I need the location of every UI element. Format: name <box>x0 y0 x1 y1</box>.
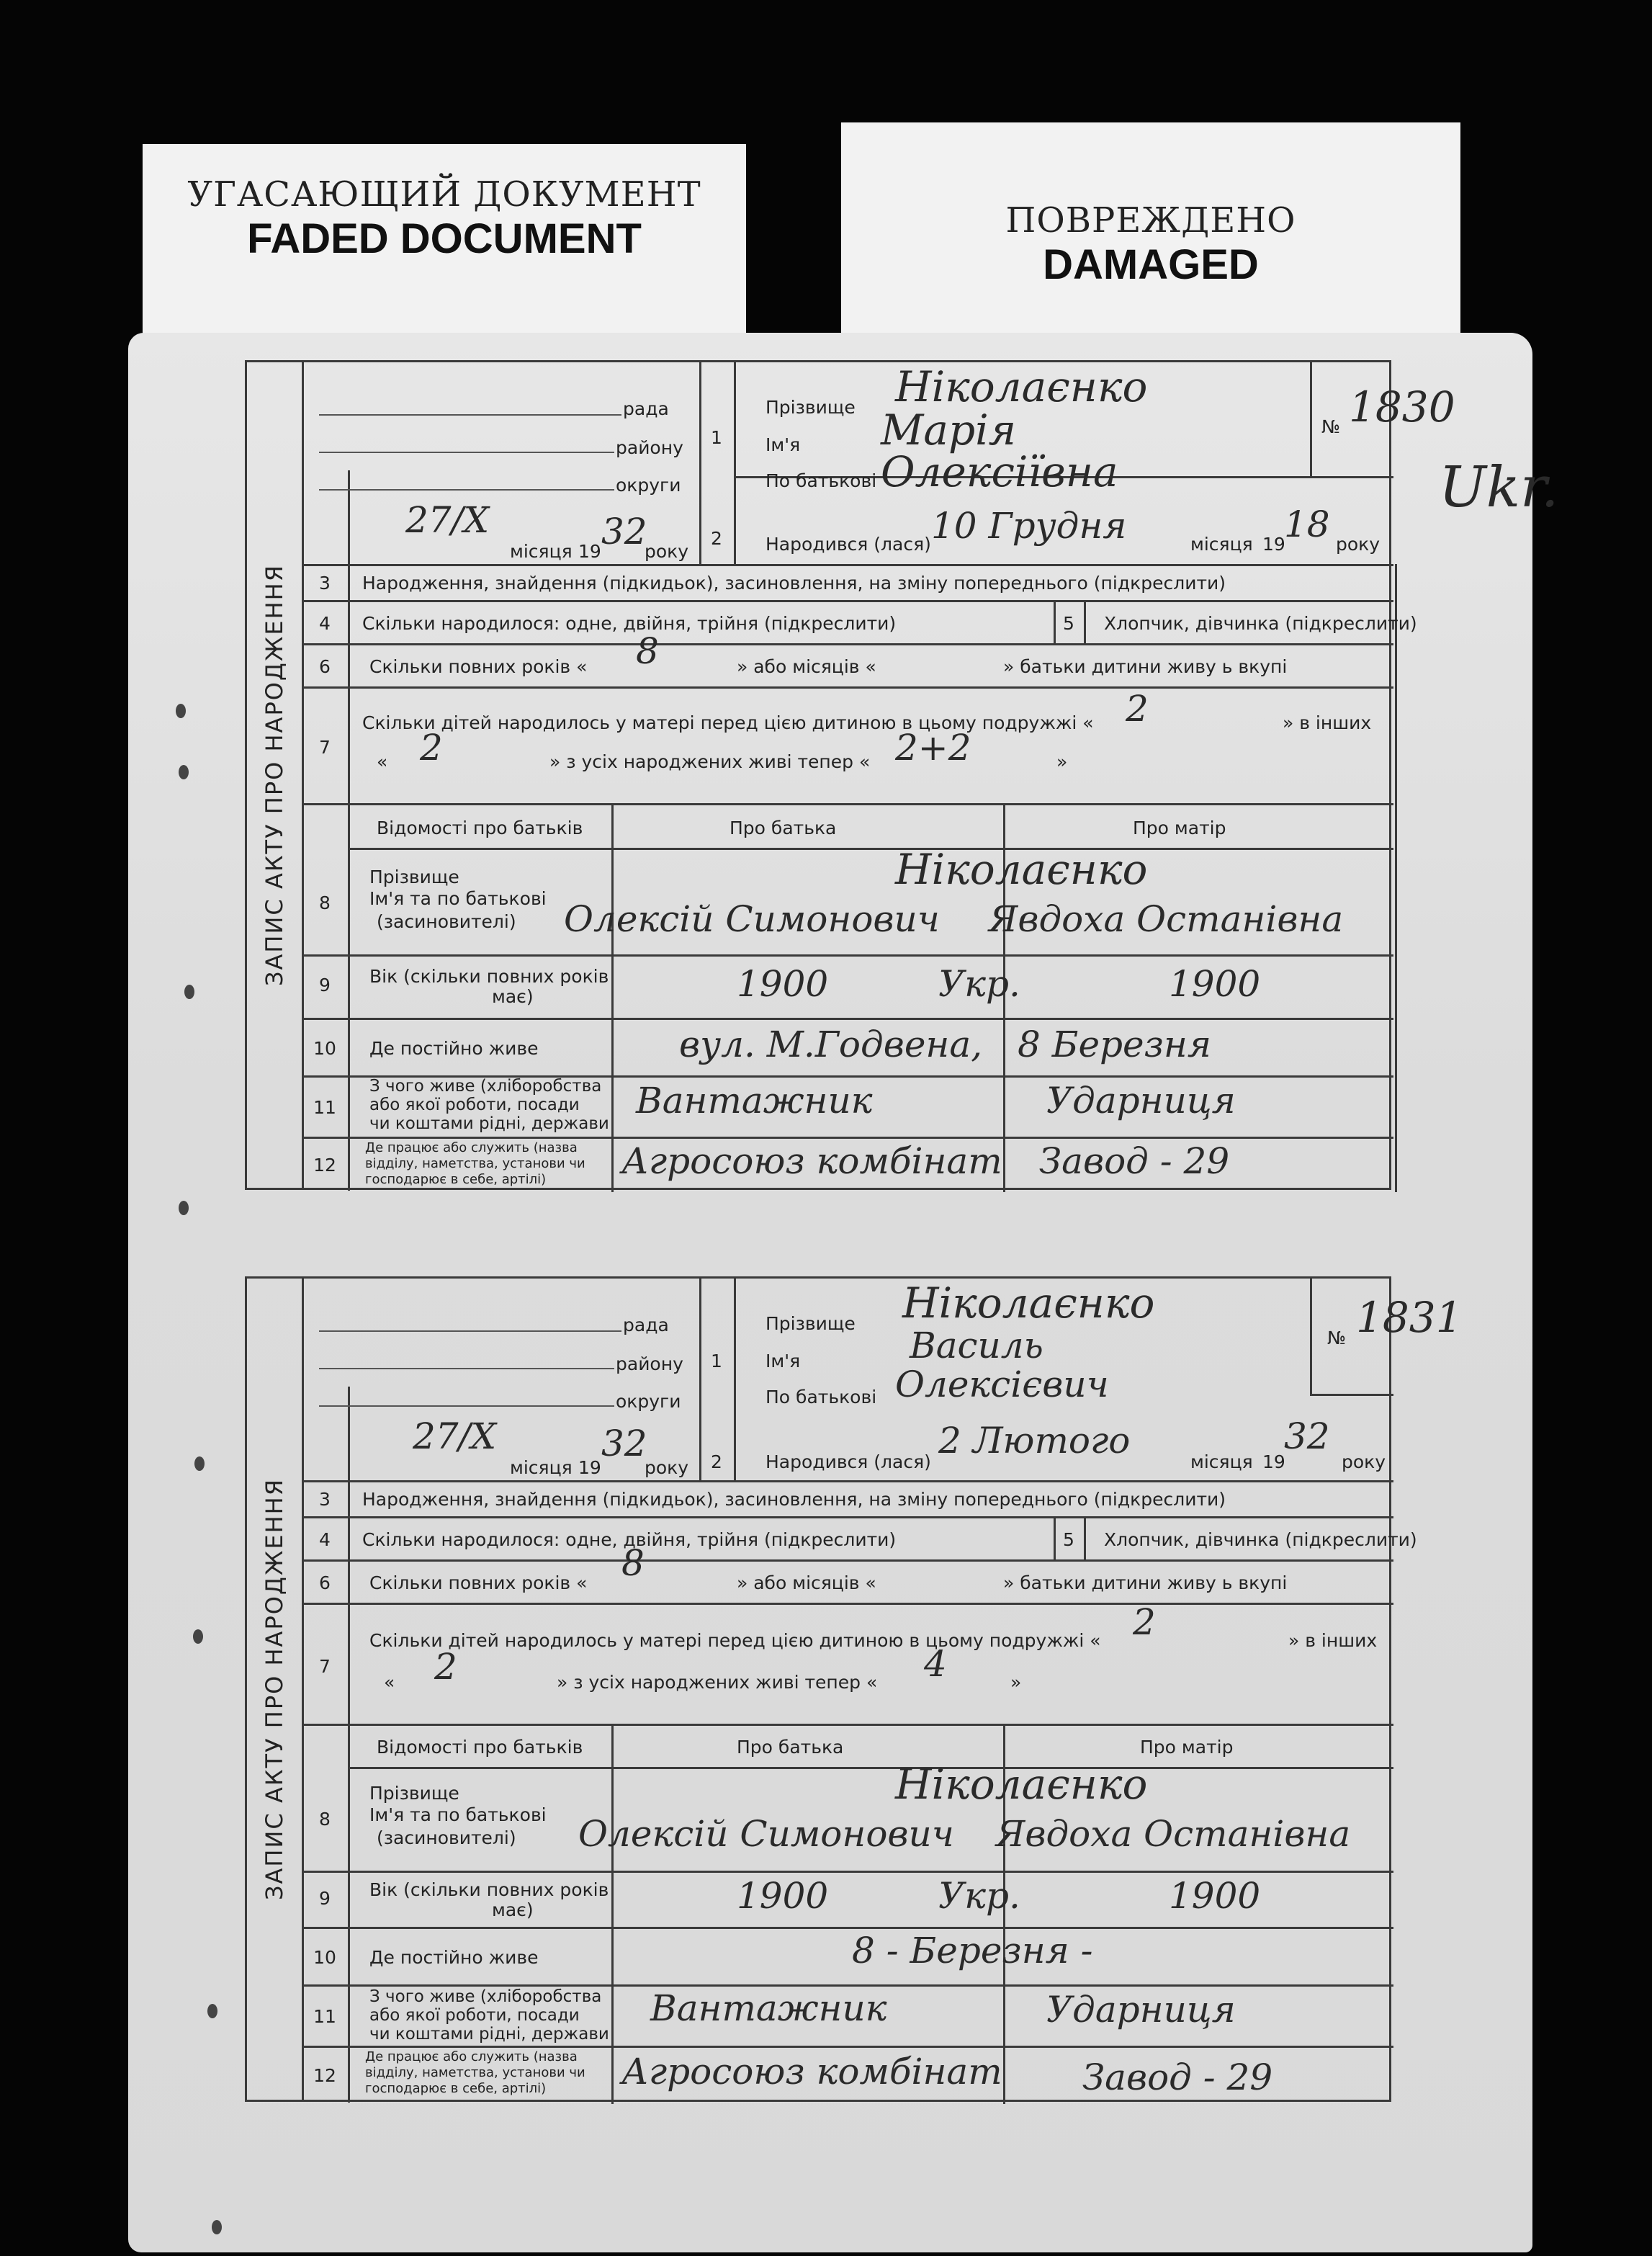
roku-label: року <box>1336 534 1381 555</box>
binding-hole <box>176 704 186 718</box>
row-number: 6 <box>319 1572 331 1593</box>
roku-label: року <box>645 541 689 562</box>
row12-label: відділу, наметства, установи чи <box>365 2065 585 2080</box>
row7-text-e: » <box>1010 1672 1022 1693</box>
row-number: 2 <box>711 1451 722 1472</box>
birth-record-1831 <box>245 1276 1463 2102</box>
children-this-marriage: 2 <box>1133 1601 1156 1643</box>
faded-document-label <box>143 144 746 346</box>
binding-hole <box>212 2220 222 2234</box>
child-patronymic: Олексієвич <box>895 1364 1109 1405</box>
mother-age: 1900 <box>1169 963 1261 1005</box>
row10-label: Де постійно живе <box>369 1038 539 1059</box>
father-name: Олексій Симонович <box>564 898 940 940</box>
year-prefix: 19 <box>578 541 601 562</box>
nationality: Укр. <box>938 1875 1020 1917</box>
row7-text-d: » з усіх народжених живі тепер « <box>557 1672 878 1693</box>
row5-text: Хлопчик, дівчинка (підкреслити) <box>1104 1529 1417 1550</box>
row9-label: має) <box>492 986 534 1007</box>
header-mother: Про матір <box>1133 818 1226 838</box>
binding-hole <box>179 1201 189 1215</box>
mother-name: Явдоха Останівна <box>996 1813 1351 1855</box>
okrug-label: округи <box>616 1391 681 1412</box>
father-occupation: Вантажник <box>636 1080 873 1122</box>
header-father: Про батька <box>730 818 837 838</box>
father-occupation: Вантажник <box>650 1987 887 2029</box>
row6-text-a: Скільки повних років « <box>369 656 588 677</box>
year-prefix: 19 <box>1262 534 1285 555</box>
reg-day: 27/X <box>413 1415 497 1457</box>
roku-label: року <box>645 1457 689 1478</box>
row-number: 4 <box>319 613 331 634</box>
row8-label: Ім'я та по батькові <box>369 888 547 909</box>
mother-workplace: Завод - 29 <box>1039 1140 1230 1182</box>
child-surname: Ніколаєнко <box>902 1279 1155 1328</box>
row11-label: З чого живе (хліборобства <box>369 1987 602 2006</box>
raion-label: району <box>616 1353 683 1374</box>
side-title-column <box>247 362 304 1188</box>
born-label: Народився (лася) <box>766 1451 931 1472</box>
reg-year: 32 <box>601 511 647 552</box>
father-residence: вул. М.Годвена, <box>679 1024 983 1065</box>
raion-label: району <box>616 437 683 458</box>
child-name: Василь <box>910 1325 1043 1366</box>
side-title: ЗАПИС АКТУ ПРО НАРОДЖЕННЯ <box>261 1478 288 1900</box>
row-number: 3 <box>319 1489 331 1510</box>
name-label: Ім'я <box>766 434 801 455</box>
binding-hole <box>179 765 189 779</box>
header-father: Про батька <box>737 1737 844 1758</box>
row4-text: Скільки народилося: одне, двійня, трійня (підкреслити) <box>362 1529 897 1550</box>
row-number: 2 <box>711 528 722 549</box>
mother-occupation: Ударниця <box>1046 1989 1236 2031</box>
misiatsia-label: місяця <box>510 1457 573 1478</box>
row6-text-c: » батьки дитини живу ь вкупі <box>1003 656 1288 677</box>
parents-surname: Ніколаєнко <box>895 1760 1148 1809</box>
row-number: 6 <box>319 656 331 677</box>
child-name: Марія <box>881 406 1017 455</box>
header-vidomosti: Відомості про батьків <box>377 818 583 838</box>
damaged-label-en: DAMAGED <box>1043 241 1259 288</box>
patronymic-label: По батькові <box>766 470 877 491</box>
row-number: 11 <box>313 1097 336 1118</box>
misiatsia-label: місяця <box>510 541 573 562</box>
row8-label: (засиновителі) <box>377 911 516 932</box>
binding-hole <box>193 1629 203 1644</box>
row6-text-c: » батьки дитини живу ь вкупі <box>1003 1572 1288 1593</box>
row4-text: Скільки народилося: одне, двійня, трійня (підкреслити) <box>362 613 897 634</box>
row-number: 1 <box>711 427 722 448</box>
row-number: 11 <box>313 2006 336 2027</box>
damaged-label-ru: ПОВРЕЖДЕНО <box>1005 200 1296 241</box>
side-title: ЗАПИС АКТУ ПРО НАРОДЖЕННЯ <box>261 564 288 986</box>
row10-label: Де постійно живе <box>369 1947 539 1968</box>
mother-age: 1900 <box>1169 1875 1261 1917</box>
rada-label: рада <box>623 1315 669 1335</box>
row12-label: Де працює або служить (назва <box>365 2049 578 2064</box>
row-number: 9 <box>319 1888 331 1909</box>
mother-workplace: Завод - 29 <box>1082 2056 1273 2098</box>
birth-record-1830 <box>245 360 1455 1190</box>
row-number: 10 <box>313 1038 336 1059</box>
children-this-marriage: 2 <box>1126 688 1149 730</box>
faded-label-en: FADED DOCUMENT <box>247 215 642 262</box>
years-together: 8 <box>636 630 659 672</box>
misiatsia-label: місяця <box>1190 1451 1253 1472</box>
binding-hole <box>194 1456 205 1471</box>
row6-text-b: » або місяців « <box>737 1572 876 1593</box>
alive-now: 4 <box>924 1643 947 1685</box>
row-number: 8 <box>319 892 331 913</box>
father-name: Олексій Симонович <box>578 1813 954 1855</box>
row12-label: Де працює або служить (назва <box>365 1140 578 1155</box>
row-number: 12 <box>313 2065 336 2086</box>
children-other: 2 <box>434 1646 457 1688</box>
father-workplace: Агросоюз комбінат <box>621 2051 1002 2092</box>
patronymic-label: По батькові <box>766 1387 877 1407</box>
record-number: 1830 <box>1349 382 1455 431</box>
okrug-label: округи <box>616 475 681 496</box>
margin-mark: Ukr. <box>1439 455 1559 520</box>
row11-label: або якої роботи, посади <box>369 2006 580 2025</box>
row7-text-a: Скільки дітей народилось у матері перед цією дитиною в цьому подружжі « <box>369 1630 1101 1651</box>
row9-label: має) <box>492 1899 534 1920</box>
header-mother: Про матір <box>1140 1737 1234 1758</box>
year-prefix: 19 <box>1262 1451 1285 1472</box>
row-number: 1 <box>711 1351 722 1371</box>
binding-hole <box>207 2004 217 2018</box>
row-number: 7 <box>319 737 331 758</box>
mother-occupation: Ударниця <box>1046 1080 1236 1122</box>
father-residence: 8 - Березня - <box>852 1930 1093 1971</box>
row11-label: чи коштами рідні, держави <box>369 2025 609 2044</box>
row11-label: або якої роботи, посади <box>369 1096 580 1114</box>
row-number: 12 <box>313 1155 336 1176</box>
row-number: 8 <box>319 1809 331 1830</box>
row7-text-b: » в інших <box>1288 1630 1378 1651</box>
row7-text-d: » з усіх народжених живі тепер « <box>549 751 871 772</box>
reg-year: 32 <box>601 1423 647 1464</box>
parents-surname: Ніколаєнко <box>895 845 1148 894</box>
roku-label: року <box>1342 1451 1386 1472</box>
child-patronymic: Олексіївна <box>881 447 1118 496</box>
row8-label: Прізвище <box>369 1783 459 1804</box>
children-other: 2 <box>420 727 443 769</box>
row3-text: Народження, знайдення (підкидьок), засиновлення, на зміну попереднього (підкреслити) <box>362 1489 1226 1510</box>
row8-label: Ім'я та по батькові <box>369 1804 547 1825</box>
damaged-document-label <box>841 122 1460 339</box>
row5-text: Хлопчик, дівчинка (підкреслити) <box>1104 613 1417 634</box>
row9-label: Вік (скільки повних років <box>369 1879 609 1900</box>
years-together: 8 <box>621 1542 645 1584</box>
nationality: Укр. <box>938 963 1020 1005</box>
birth-date: 10 Грудня <box>931 505 1127 547</box>
header-vidomosti: Відомості про батьків <box>377 1737 583 1758</box>
row11-label: З чого живе (хліборобства <box>369 1077 602 1096</box>
row6-text-b: » або місяців « <box>737 656 876 677</box>
alive-now: 2+2 <box>895 727 971 769</box>
child-surname: Ніколаєнко <box>895 362 1148 411</box>
surname-label: Прізвище <box>766 1313 856 1334</box>
row9-label: Вік (скільки повних років <box>369 966 609 987</box>
row-number: 3 <box>319 573 331 594</box>
father-age: 1900 <box>737 963 829 1005</box>
birth-year: 18 <box>1284 503 1330 545</box>
row7-text-e: » <box>1056 751 1068 772</box>
rada-label: рада <box>623 398 669 419</box>
row3-text: Народження, знайдення (підкидьок), засиновлення, на зміну попереднього (підкреслити) <box>362 573 1226 594</box>
father-workplace: Агросоюз комбінат <box>621 1140 1002 1182</box>
row6-text-a: Скільки повних років « <box>369 1572 588 1593</box>
surname-label: Прізвище <box>766 397 856 418</box>
reg-day: 27/X <box>405 499 490 541</box>
record-number: 1831 <box>1356 1293 1463 1342</box>
row-number: 9 <box>319 975 331 995</box>
row-number: 5 <box>1063 1529 1074 1550</box>
row7-text-a: Скільки дітей народилось у матері перед цією дитиною в цьому подружжі « <box>362 712 1094 733</box>
row8-label: Прізвище <box>369 867 459 887</box>
row-number: 4 <box>319 1529 331 1550</box>
row7-text-c: « <box>384 1672 395 1693</box>
birth-year: 32 <box>1284 1415 1330 1457</box>
row11-label: чи коштами рідні, держави <box>369 1114 609 1133</box>
row-number: 10 <box>313 1947 336 1968</box>
born-label: Народився (лася) <box>766 534 931 555</box>
faded-label-ru: УГАСАЮЩИЙ ДОКУМЕНТ <box>187 174 701 215</box>
side-title-column <box>247 1279 304 2100</box>
row12-label: відділу, наметства, установи чи <box>365 1156 585 1171</box>
row-number: 7 <box>319 1656 331 1677</box>
row7-text-c: « <box>377 751 388 772</box>
mother-name: Явдоха Останівна <box>989 898 1344 940</box>
row-number: 5 <box>1063 613 1074 634</box>
misiatsia-label: місяця <box>1190 534 1253 555</box>
year-prefix: 19 <box>578 1457 601 1478</box>
father-age: 1900 <box>737 1875 829 1917</box>
row12-label: господарює в себе, артілі) <box>365 2081 547 2096</box>
row7-text-b: » в інших <box>1283 712 1372 733</box>
row8-label: (засиновителі) <box>377 1827 516 1848</box>
number-sign: № <box>1327 1328 1347 1348</box>
mother-residence: 8 Березня <box>1018 1024 1211 1065</box>
row12-label: господарює в себе, артілі) <box>365 1172 547 1187</box>
binding-hole <box>184 985 194 999</box>
number-sign: № <box>1321 416 1341 437</box>
birth-date: 2 Лютого <box>938 1420 1131 1462</box>
name-label: Ім'я <box>766 1351 801 1371</box>
